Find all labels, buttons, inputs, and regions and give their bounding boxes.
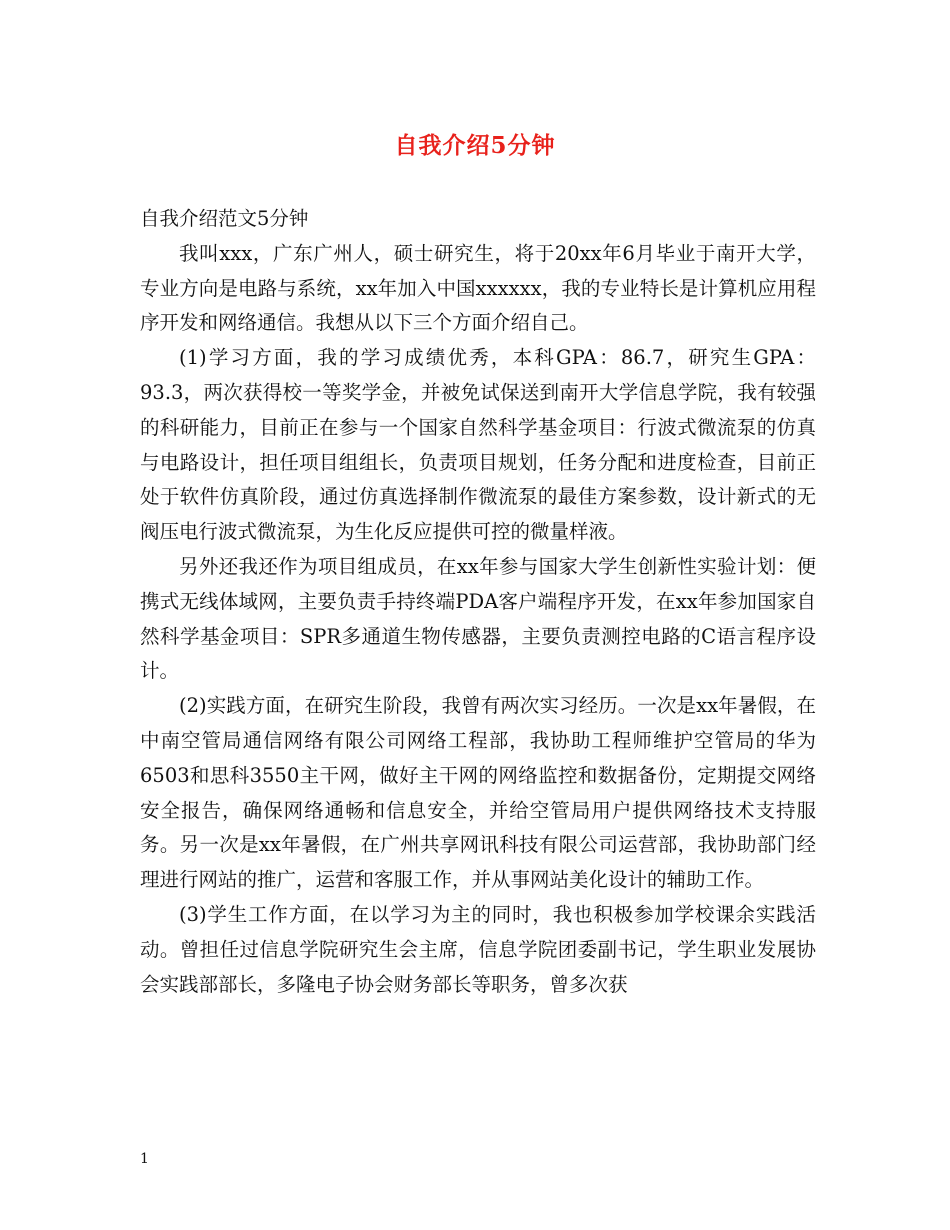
document-title: 自我介绍5分钟 xyxy=(394,132,556,159)
document-body xyxy=(140,202,816,1002)
paragraph-study: (1)学习方面，我的学习成绩优秀，本科GPA：86.7，研究生GPA：93.3，两次获得校一等奖学金，并被免试保送到南开大学信息学院，我有较强的科研能力，目前正在参与一个国家自然科学基金项目：行波式微流泵的仿真与电路设计，担任项目组组长，负责项目规划，任务分配和进度检查，目前正处于软件仿真阶段，通过仿真选择制作微流泵的最佳方案参数，设计新式的无阀压电行波式微流泵，为生化反应提供可控的微量样液。 xyxy=(140,346,816,544)
paragraph-practice: (2)实践方面，在研究生阶段，我曾有两次实习经历。一次是xx年暑假，在中南空管局通信网络有限公司网络工程部，我协助工程师维护空管局的华为6503和思科3550主干网，做好主干网的网络监控和数据备份，定期提交网络安全报告，确保网络通畅和信息安全，并给空管局用户提供网络技术支持服务。另一次是xx年暑假，在广州共享网讯科技有限公司运营部，我协助部门经理进行网站的推广，运营和客服工作，并从事网站美化设计的辅助工作。 xyxy=(140,694,816,892)
paragraph-intro: 我叫xxx，广东广州人，硕士研究生，将于20xx年6月毕业于南开大学，专业方向是电路与系统，xx年加入中国xxxxxx，我的专业特长是计算机应用程序开发和网络通信。我想从以下三个方面介绍自己。 xyxy=(140,241,816,335)
document-subtitle: 自我介绍范文5分钟 xyxy=(140,207,309,230)
paragraph-student-work: (3)学生工作方面，在以学习为主的同时，我也积极参加学校课余实践活动。曾担任过信息学院研究生会主席，信息学院团委副书记，学生职业发展协会实践部部长，多隆电子协会财务部长等职务，曾多次获 xyxy=(140,902,816,996)
page-number: 1 xyxy=(140,1151,149,1167)
paragraph-projects: 另外还我还作为项目组成员，在xx年参与国家大学生创新性实验计划：便携式无线体域网，主要负责手持终端PDA客户端程序开发，在xx年参加国家自然科学基金项目：SPR多通道生物传感器，主要负责测控电路的C语言程序设计。 xyxy=(140,554,816,683)
